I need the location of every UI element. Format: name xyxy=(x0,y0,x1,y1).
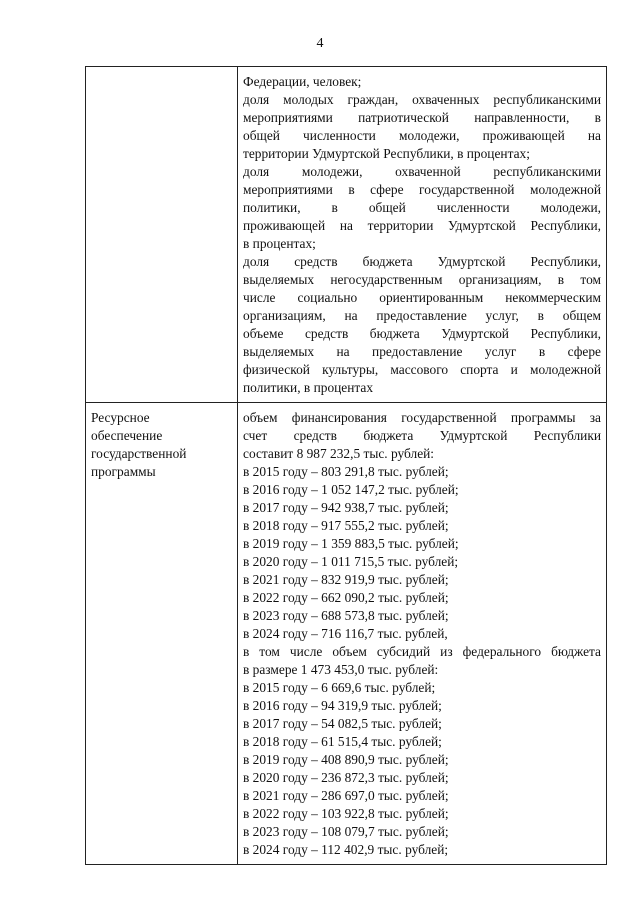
table-row-resources xyxy=(86,403,607,865)
text-line: Федерации, человек; xyxy=(243,74,362,89)
text-line: территории Удмуртской Республики, в процентах; xyxy=(243,146,530,161)
text-line: в том числе объем субсидий из федерального бюджета xyxy=(243,644,601,659)
row-label-cell-empty xyxy=(86,67,238,403)
text-line: в 2018 году – 917 555,2 тыс. рублей; xyxy=(243,518,449,533)
text-line: объеме средств бюджета Удмуртской Республики, xyxy=(243,326,601,341)
text-line: проживающей на территории Удмуртской Республики, xyxy=(243,218,601,233)
resources-cell xyxy=(238,403,607,865)
text-line: счет средств бюджета Удмуртской Республики xyxy=(243,428,601,443)
page-number: 4 xyxy=(316,36,324,51)
program-passport-table xyxy=(85,66,607,865)
text-line: в 2021 году – 832 919,9 тыс. рублей; xyxy=(243,572,449,587)
text-line: в 2024 году – 716 116,7 тыс. рублей, xyxy=(243,626,448,641)
text-line: в 2020 году – 1 011 715,5 тыс. рублей; xyxy=(243,554,459,569)
text-line: физической культуры, массового спорта и молодежной xyxy=(243,362,601,377)
text-line: числе социально ориентированным некоммерческим xyxy=(243,290,601,305)
text-line: в 2016 году – 1 052 147,2 тыс. рублей; xyxy=(243,482,459,497)
text-line: в 2023 году – 108 079,7 тыс. рублей; xyxy=(243,824,449,839)
text-line: в процентах; xyxy=(243,236,316,251)
text-line: доля средств бюджета Удмуртской Республики, xyxy=(243,254,601,269)
text-line: в 2015 году – 803 291,8 тыс. рублей; xyxy=(243,464,449,479)
text-line: в 2022 году – 662 090,2 тыс. рублей; xyxy=(243,590,449,605)
text-line: доля молодежи, охваченной республиканскими xyxy=(243,164,601,179)
label-line: обеспечение xyxy=(91,428,163,443)
text-line: в размере 1 473 453,0 тыс. рублей: xyxy=(243,662,439,677)
indicators-cell xyxy=(238,67,607,403)
text-line: в 2024 году – 112 402,9 тыс. рублей; xyxy=(243,842,449,857)
text-line: в 2020 году – 236 872,3 тыс. рублей; xyxy=(243,770,449,785)
label-line: Ресурсное xyxy=(91,410,150,425)
text-line: в 2023 году – 688 573,8 тыс. рублей; xyxy=(243,608,449,623)
text-line: политики, в процентах xyxy=(243,380,374,395)
text-line: в 2017 году – 942 938,7 тыс. рублей; xyxy=(243,500,449,515)
text-line: составит 8 987 232,5 тыс. рублей: xyxy=(243,446,435,461)
resources-label-cell xyxy=(86,403,238,865)
text-line: в 2019 году – 408 890,9 тыс. рублей; xyxy=(243,752,449,767)
text-line: мероприятиями в сфере государственной молодежной xyxy=(243,182,601,197)
text-line: в 2018 году – 61 515,4 тыс. рублей; xyxy=(243,734,442,749)
label-line: государственной xyxy=(91,446,187,461)
text-line: выделяемых негосударственным организациям, в том xyxy=(243,272,601,287)
text-line: политики, в общей численности молодежи, xyxy=(243,200,601,215)
text-line: в 2021 году – 286 697,0 тыс. рублей; xyxy=(243,788,449,803)
text-line: в 2015 году – 6 669,6 тыс. рублей; xyxy=(243,680,436,695)
text-line: организациям, на предоставление услуг, в общем xyxy=(243,308,601,323)
text-line: мероприятиями патриотической направленности, в xyxy=(243,110,601,125)
text-line: в 2017 году – 54 082,5 тыс. рублей; xyxy=(243,716,442,731)
text-line: в 2019 году – 1 359 883,5 тыс. рублей; xyxy=(243,536,459,551)
text-line: выделяемых на предоставление услуг в сфере xyxy=(243,344,601,359)
text-line: в 2016 году – 94 319,9 тыс. рублей; xyxy=(243,698,442,713)
text-line: в 2022 году – 103 922,8 тыс. рублей; xyxy=(243,806,449,821)
table-row-indicators xyxy=(86,67,607,403)
text-line: объем финансирования государственной программы за xyxy=(243,410,601,425)
text-line: доля молодых граждан, охваченных республиканскими xyxy=(243,92,601,107)
text-line: общей численности молодежи, проживающей на xyxy=(243,128,601,143)
label-line: программы xyxy=(91,464,156,479)
